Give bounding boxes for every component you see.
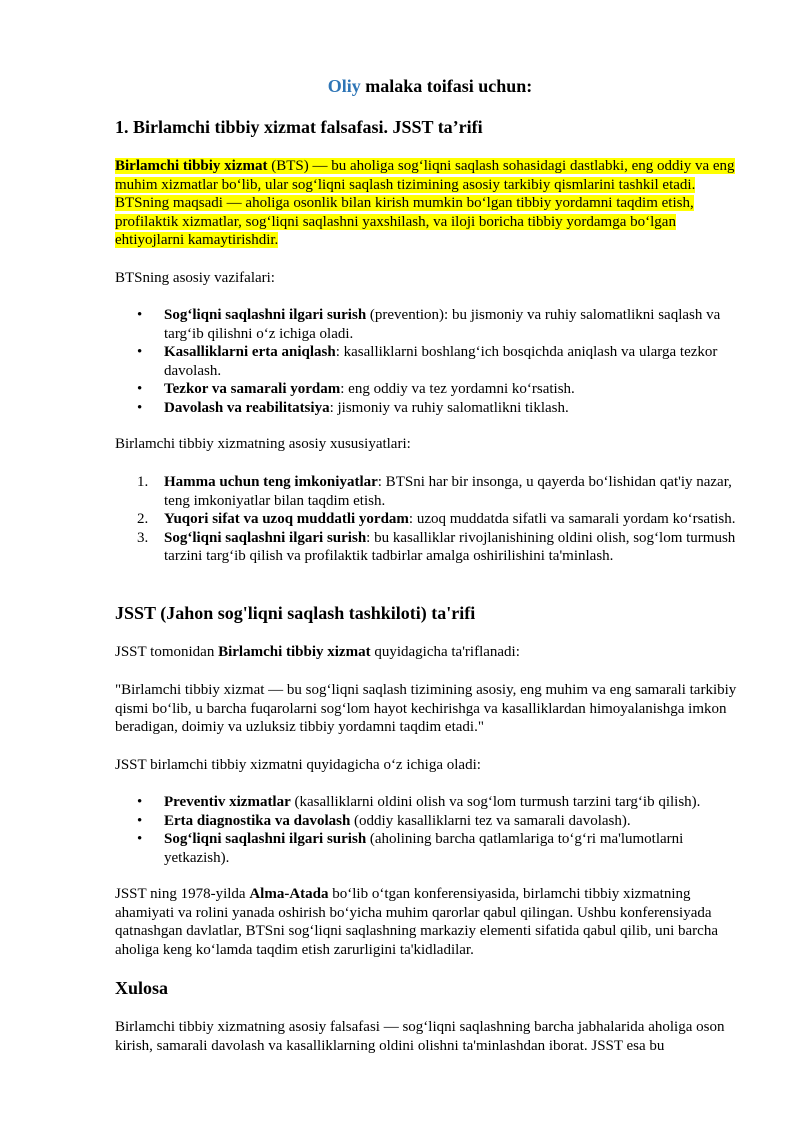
alma-pre: JSST ning 1978-yilda [115, 886, 250, 902]
list-item [115, 343, 745, 380]
item-bold: Erta diagnostika va davolash [164, 812, 351, 829]
item-bold: Sog‘liqni saqlashni ilgari surish [164, 831, 367, 847]
conclusion-paragraph: Birlamchi tibbiy xizmatning asosiy falsafasi — sog‘liqni saqlashning barcha jabhalarida aholiga oson kirish, samarali davolash va kasalliklarning oldini olishni ta'minlashdan iborat. JSST esa bu [115, 1019, 725, 1054]
document-title [115, 76, 745, 97]
item-bold: Sog‘liqni saqlashni ilgari surish [164, 529, 367, 546]
item-bold: Yuqori sifat va uzoq muddatli yordam [164, 511, 409, 527]
bullet-icon: • [137, 344, 143, 360]
features-heading: Birlamchi tibbiy xizmatning asosiy xususiyatlari: [115, 436, 411, 452]
definition-quote: "Birlamchi tibbiy xizmat — bu sog‘liqni saqlash tizimining asosiy, eng muhim va eng samarali tarkibiy qismi bo‘lib, u barcha fuqarolarni sog‘lom hayot kechirishga va kasalliklardan himoyalanishga imkon beradigan, doimiy va uzluksiz tibbiy yordamni taqdim etadi." [115, 682, 737, 735]
section-heading-3: Xulosa [115, 978, 169, 998]
bullet-icon: • [137, 812, 143, 829]
item-bold: Davolash va reabilitatsiya [164, 399, 330, 416]
item-number: 2. [137, 511, 149, 527]
definition-intro [115, 643, 745, 662]
item-bold: Sog‘liqni saqlashni ilgari surish [164, 307, 367, 323]
title-accent: Oliy [327, 76, 361, 96]
item-text: : kasalliklarni boshlang‘ich bosqichda aniqlash va ularga tezkor davolash. [164, 344, 718, 379]
item-bold: Tezkor va samarali yordam [164, 381, 341, 397]
list-item [115, 812, 745, 831]
item-text: : jismoniy va ruhiy salomatlikni tiklash. [329, 399, 569, 416]
bullet-icon: • [137, 381, 143, 397]
item-bold: Hamma uchun teng imkoniyatlar [164, 474, 378, 490]
includes-heading: JSST birlamchi tibbiy xizmatni quyidagicha o‘z ichiga oladi: [115, 757, 481, 773]
tasks-list [115, 306, 745, 417]
item-bold: Preventiv xizmatlar [164, 794, 291, 810]
item-text: (kasalliklarni oldini olish va sog‘lom turmush tarzini targ‘ib qilish). [290, 794, 701, 810]
item-number: 1. [137, 474, 149, 490]
section-heading-1: 1. Birlamchi tibbiy xizmat falsafasi. JSST ta’rifi [115, 117, 483, 137]
features-list [115, 473, 745, 566]
item-bold: Kasalliklarni erta aniqlash [164, 344, 336, 360]
def-pre: JSST tomonidan [115, 644, 219, 660]
def-post: quyidagicha ta'riflanadi: [370, 644, 520, 660]
includes-list [115, 793, 745, 867]
item-text: : eng oddiy va tez yordamni ko‘rsatish. [340, 381, 575, 397]
def-bold: Birlamchi tibbiy xizmat [218, 644, 371, 660]
list-item [115, 380, 745, 399]
alma-bold: Alma-Atada [249, 886, 329, 902]
bullet-icon: • [137, 307, 143, 323]
alma-ata-paragraph [115, 885, 745, 959]
item-text: : bu kasalliklar rivojlanishining oldini olish, sog‘lom turmush tarzini targ‘ib qilish va profilaktik tadbirlar amalga oshirilishini ta'minlash. [164, 529, 736, 564]
list-item [115, 793, 745, 812]
intro-text: (BTS) — bu aholiga sog‘liqni saqlash sohasidagi dastlabki, eng oddiy va eng muhim xizmatlar bo‘lib, ular sog‘liqni saqlash tizimining asosiy tarkibiy qismlarini tashkil etadi. BTSning maqsadi — aholiga osonlik bilan kirish mumkin bo‘lgan tibbiy yordamni taqdim etish, profilaktik xizmatlar, sog‘liqni saqlashni yaxshilash, va iloji boricha tibbiy yordamga bo‘lgan ehtiyojlarni kamaytirishdir. [115, 158, 735, 248]
item-number: 3. [137, 529, 149, 546]
item-text: (prevention): bu jismoniy va ruhiy salomatlikni saqlash va targ‘ib qilishni o‘z ichiga oladi. [164, 307, 721, 342]
list-item [115, 473, 745, 510]
list-item [115, 830, 745, 867]
intro-bold: Birlamchi tibbiy xizmat [115, 158, 268, 174]
title-rest: malaka toifasi uchun: [360, 76, 533, 96]
item-text: (aholining barcha qatlamlariga to‘g‘ri ma'lumotlarni yetkazish). [164, 831, 684, 866]
bullet-icon: • [137, 831, 143, 847]
section-heading-2: JSST (Jahon sog'liqni saqlash tashkiloti) ta'rifi [115, 603, 476, 623]
list-item [115, 510, 745, 529]
item-text: : uzoq muddatda sifatli va samarali yordam ko‘rsatish. [408, 511, 736, 527]
item-text: (oddiy kasalliklarni tez va samarali davolash). [350, 812, 631, 829]
tasks-heading: BTSning asosiy vazifalari: [115, 270, 275, 286]
bullet-icon: • [137, 399, 143, 416]
list-item [115, 306, 745, 343]
list-item [115, 529, 745, 566]
alma-post: bo‘lib o‘tgan konferensiyasida, birlamchi tibbiy xizmatning ahamiyati va rolini yanada oshirish bo‘yicha muhim qarorlar qabul qilingan. Ushbu konferensiyada qatnashgan davlatlar, BTSni sog‘liqni saqlashning markaziy elementi sifatida qabul qilib, uni barcha aholiga keng ko‘lamda taqdim etish zarurligini ta'kidladilar. [115, 886, 718, 958]
item-text: : BTSni har bir insonga, u qayerda bo‘lishidan qat'iy nazar, teng imkoniyatlar bilan taqdim etish. [164, 474, 732, 509]
list-item [115, 399, 745, 418]
intro-paragraph [115, 157, 745, 250]
bullet-icon: • [137, 794, 143, 810]
